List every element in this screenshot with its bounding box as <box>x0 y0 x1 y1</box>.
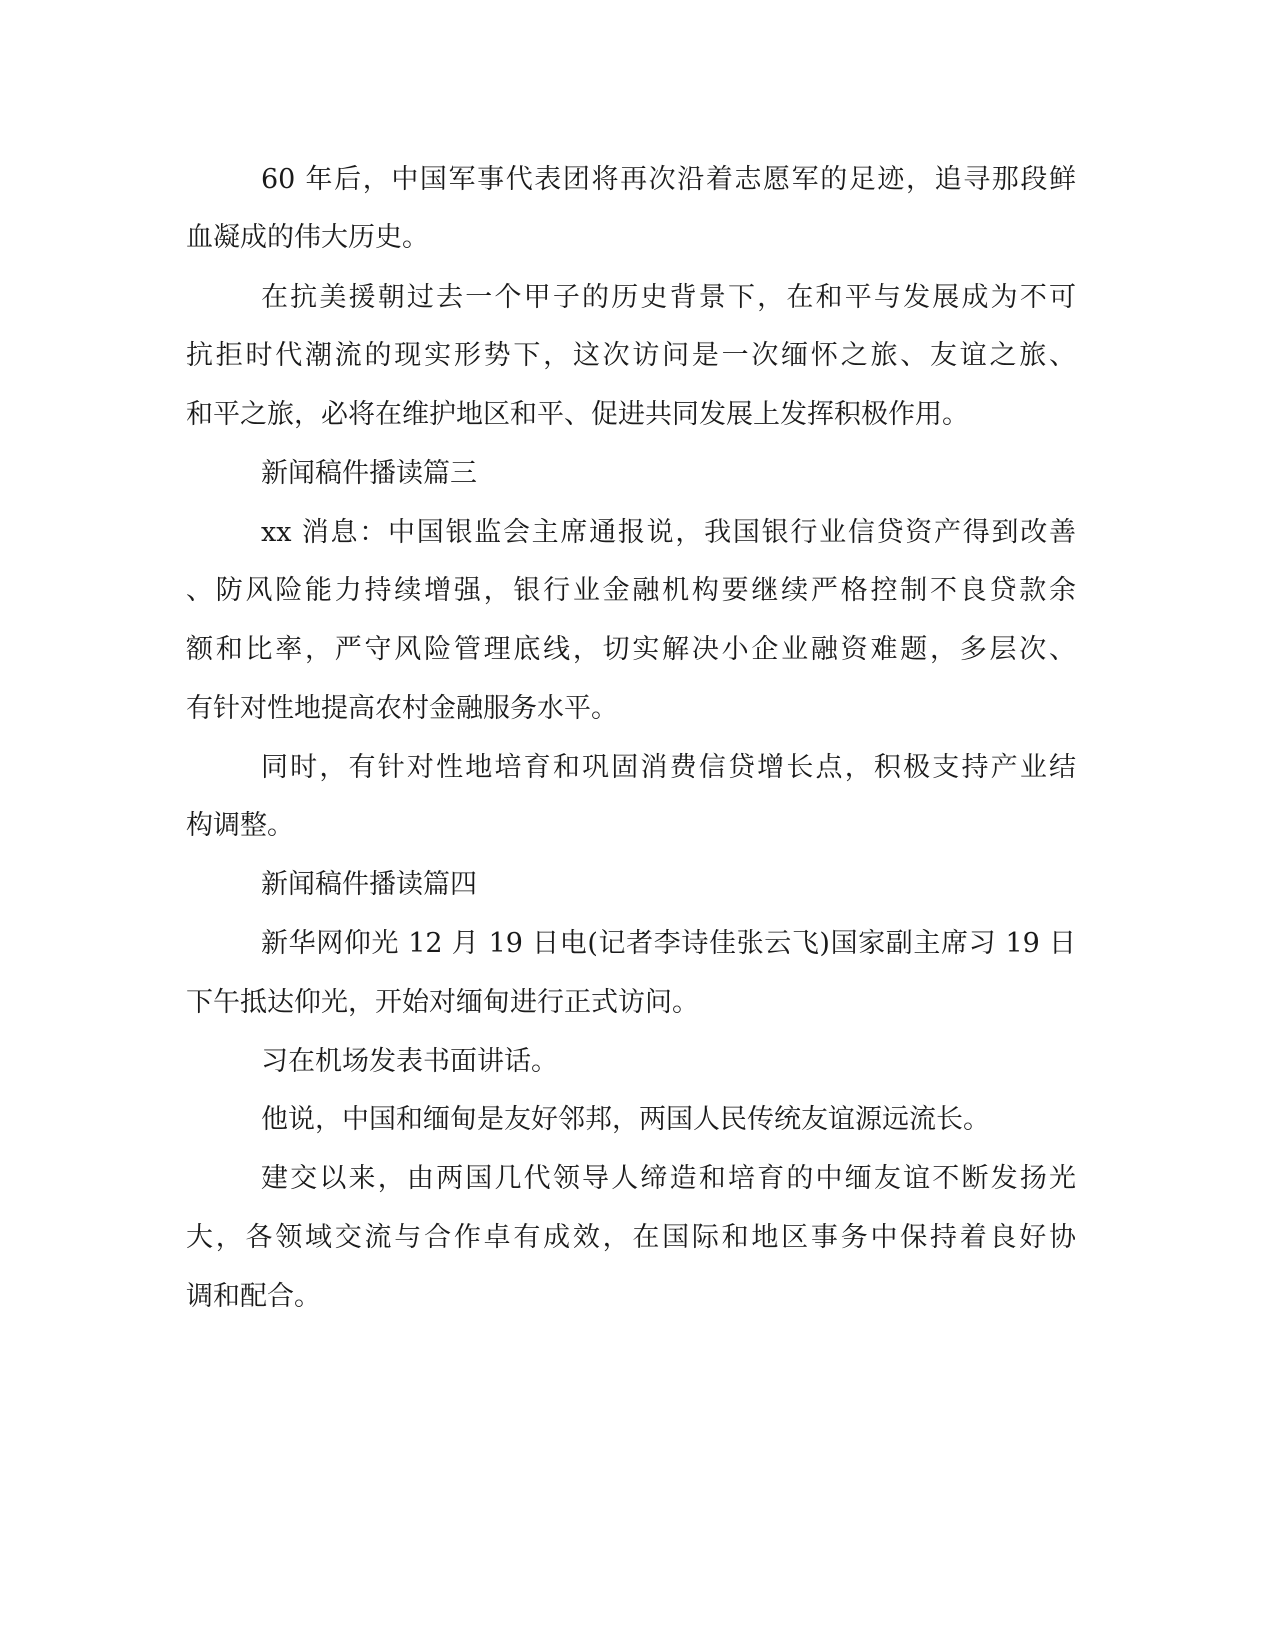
paragraph-8-line-1: 建交以来，由两国几代领导人缔造和培育的中缅友谊不断发扬光 <box>261 1163 1076 1194</box>
paragraph-7: 他说，中国和缅甸是友好邻邦，两国人民传统友谊源远流长。 <box>261 1104 990 1135</box>
paragraph-2-line-1: 在抗美援朝过去一个甲子的历史背景下，在和平与发展成为不可 <box>261 282 1076 313</box>
section-heading-4: 新闻稿件播读篇四 <box>261 869 477 900</box>
paragraph-3-line-2: 、防风险能力持续增强，银行业金融机构要继续严格控制不良贷款余 <box>186 575 1076 606</box>
paragraph-3-line-4: 有针对性地提高农村金融服务水平。 <box>186 693 618 724</box>
paragraph-4-line-2: 构调整。 <box>186 810 294 841</box>
paragraph-4-line-1: 同时，有针对性地培育和巩固消费信贷增长点，积极支持产业结 <box>261 752 1076 783</box>
paragraph-8-line-2: 大，各领域交流与合作卓有成效，在国际和地区事务中保持着良好协 <box>186 1222 1076 1253</box>
paragraph-1-line-2: 血凝成的伟大历史。 <box>186 222 429 253</box>
paragraph-3-line-3: 额和比率，严守风险管理底线，切实解决小企业融资难题，多层次、 <box>186 634 1076 665</box>
paragraph-5-line-2: 下午抵达仰光，开始对缅甸进行正式访问。 <box>186 987 699 1018</box>
paragraph-5-line-1: 新华网仰光 12 月 19 日电(记者李诗佳张云飞)国家副主席习 19 日 <box>261 928 1076 959</box>
paragraph-6: 习在机场发表书面讲话。 <box>261 1046 558 1077</box>
section-heading-3: 新闻稿件播读篇三 <box>261 458 477 489</box>
paragraph-2-line-2: 抗拒时代潮流的现实形势下，这次访问是一次缅怀之旅、友谊之旅、 <box>186 340 1076 371</box>
paragraph-1-line-1: 60 年后，中国军事代表团将再次沿着志愿军的足迹，追寻那段鲜 <box>261 164 1076 195</box>
paragraph-3-line-1: xx 消息：中国银监会主席通报说，我国银行业信贷资产得到改善 <box>261 517 1076 548</box>
paragraph-2-line-3: 和平之旅，必将在维护地区和平、促进共同发展上发挥积极作用。 <box>186 399 969 430</box>
paragraph-8-line-3: 调和配合。 <box>186 1281 321 1312</box>
